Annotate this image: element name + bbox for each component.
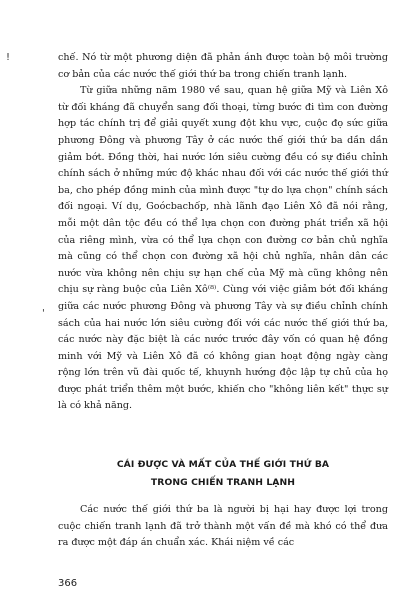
paragraph-section-start: Các nước thế giới thứ ba là người bị hại hay được lợi trong cuộc chiến tranh lạnh đã trở thành một vấn đề mà khó có thể đưa ra được một đáp án chuẩn xác. Khái niệm về các	[58, 504, 388, 549]
paragraph-main: Từ giữa những năm 1980 về sau, quan hệ giữa Mỹ và Liên Xô từ đối kháng đã chuyển sang đối thoại, từng bước đi tìm con đường hợp tác chính trị để giải quyết xung đột khu vực, cuộc đọ sức giữa phương Đông và phương Tây ở các nước thế giới thứ ba dần dần giảm bớt. Đồng thời, hai nước lớn siêu cường đều có sự điều chỉnh chính sách ở những mức độ khác nhau đối với các nước thế giới thứ ba, cho phép đồng minh của mình được "tự do lựa chọn" chính sách đối ngoại. Ví dụ, Goócbachốp, nhà lãnh đạo Liên Xô đã nói rằng, mỗi một dân tộc đều có thể lựa chọn con đường phát triển xã hội của riêng mình, vừa có thể lựa chọn con đường cơ bản chủ nghĩa mà cũng có thể chọn con đường xã hội chủ nghĩa, nhân dân các nước vừa không nên chịu sự hạn chế của Mỹ mà cũng không nên chịu sự ràng buộc của Liên Xô⁽⁸⁾. Cùng với việc giảm bớt đối kháng giữa các nước phương Đông và phương Tây và sự điều chỉnh chính sách của hai nước lớn siêu cường đối với các nước thế giới thứ ba, các nước này đặc biệt là các nước trước đây vốn có quan hệ đồng minh với Mỹ và Liên Xô đã có không gian hoạt động ngày càng rộng lớn trên vũ đài quốc tế, khuynh hướng độc lập tự chủ của họ được phát triển thêm một bước, khiến cho "không liên kết" thực sự là có khả năng.	[58, 85, 388, 412]
paragraph-continuation: chế. Nó từ một phương diện đã phản ánh được toàn bộ môi trường cơ bản của các nước thế giới thứ ba trong chiến tranh lạnh.	[58, 52, 388, 80]
page-number: 366	[58, 578, 78, 589]
margin-mark-middle: '	[42, 308, 45, 319]
section-heading-line-1: CÁI ĐƯỢC VÀ MẤT CỦA THẾ GIỚI THỨ BA	[116, 459, 330, 470]
section-heading-line-2: TRONG CHIẾN TRANH LẠNH	[150, 477, 296, 488]
margin-mark-top: !	[6, 52, 11, 63]
section-body	[58, 502, 388, 552]
body-text	[58, 50, 388, 415]
